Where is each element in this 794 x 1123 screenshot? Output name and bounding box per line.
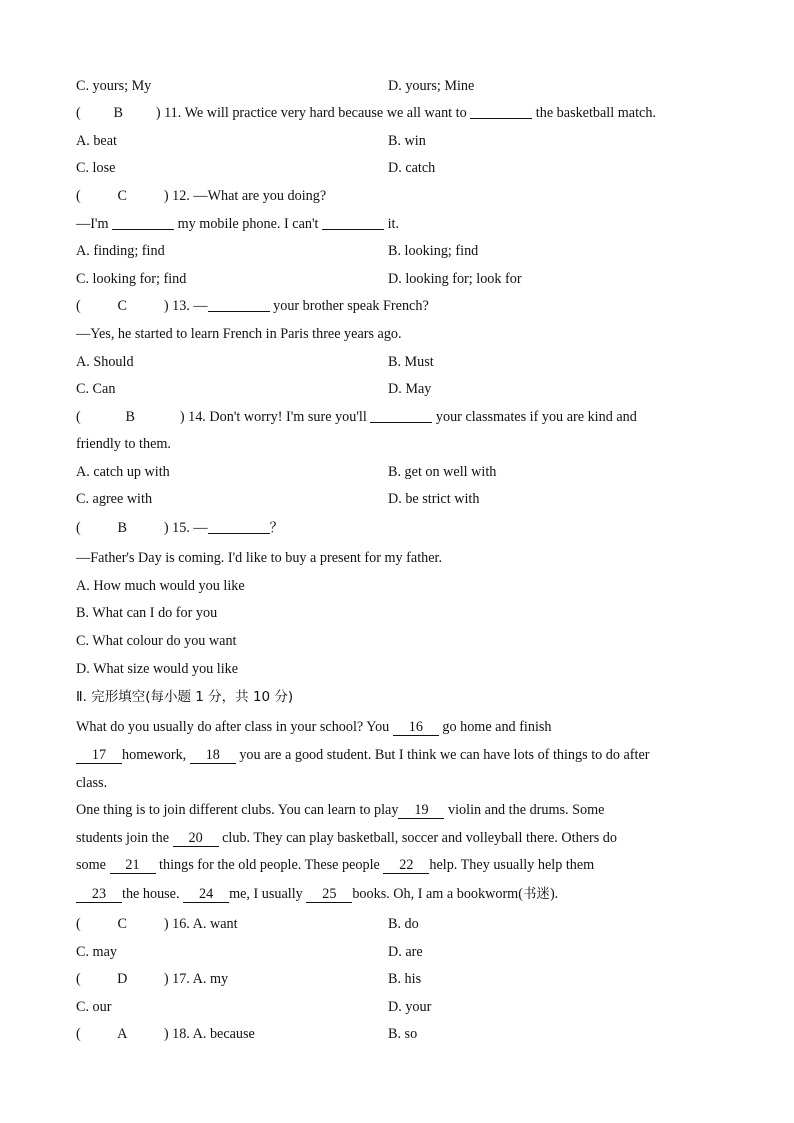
passage-text: What do you usually do after class in your school? You [76,719,390,735]
question-stem: 13. — [172,298,208,314]
passage-line [76,855,717,875]
answer-blank [112,215,174,230]
answer: A [117,1026,128,1042]
option-row [76,352,717,372]
paren-open: ( [76,298,81,314]
paren-open: ( [76,971,81,987]
passage-text: One thing is to join different clubs. You can learn to play [76,802,399,818]
passage-text: students join the [76,830,170,846]
blank-23: 23 [76,886,122,903]
question-stem: 15. — [172,520,208,536]
question-stem-end: the basketball match. [535,105,656,121]
option-row [76,76,717,96]
question-15 [76,518,717,538]
passage-line [76,800,717,820]
option-d: D. be strict with [388,491,480,507]
option-a: A. finding; find [76,243,165,259]
option-c: C. may [76,944,117,960]
question-stem: 12. —What are you doing? [172,188,327,204]
passage-text: homework, [122,747,187,763]
option-d: D. May [388,381,432,397]
dialogue-line [76,214,717,234]
blank-16: 16 [393,719,439,736]
blank-25: 25 [306,886,352,903]
answer: C [117,298,128,314]
option-d: D. your [388,999,432,1015]
option-c: C. agree with [76,491,153,507]
option-row [76,489,717,509]
blank-18: 18 [190,747,236,764]
answer-blank [370,408,432,423]
answer-blank [322,215,384,230]
passage-text-cn: 书迷 [522,886,550,902]
option-row [76,158,717,178]
option-row [76,241,717,261]
option-b: B. do [388,916,419,932]
option-b: B. get on well with [388,464,497,480]
blank-24: 24 [183,886,229,903]
paren-open: ( [76,916,81,932]
question-18 [76,1024,717,1044]
answer: B [117,520,128,536]
option-a: A. Should [76,354,134,370]
passage-text: you are a good student. But I think we can have lots of things to do after [239,747,650,763]
answer-blank [470,104,532,119]
answer: B [125,409,136,425]
option-d: D. looking for; look for [388,271,522,287]
passage-text: things for the old people. These people [159,857,380,873]
option-c: C. looking for; find [76,271,187,287]
option-a: A. How much would you like [76,578,245,594]
paren-close: ) [163,520,169,536]
option-d: D. catch [388,160,436,176]
option-b: B. What can I do for you [76,605,218,621]
option-c: C. our [76,999,112,1015]
paren-close: ) [163,188,169,204]
option-a: A. catch up with [76,464,170,480]
question-continuation: friendly to them. [76,436,171,452]
question-stem: 14. Don't worry! I'm sure you'll [188,409,367,425]
question-17 [76,969,717,989]
passage-text: help. They usually help them [429,857,595,873]
question-16 [76,914,717,934]
passage-text: books. Oh, I am a bookworm( [352,886,523,902]
option-d: D. yours; Mine [388,78,475,94]
question-mark: ？ [269,520,284,536]
question-11 [76,103,717,123]
option-c: C. lose [76,160,116,176]
answer: C [117,188,128,204]
paren-open: ( [76,409,81,425]
option-c: C. Can [76,381,116,397]
question-stem-end: your brother speak French? [273,298,429,314]
passage-line [76,745,717,765]
dialogue-text: it. [387,216,399,232]
paren-open: ( [76,1026,81,1042]
question-14 [76,407,717,427]
question-13 [76,296,717,316]
answer-blank [208,519,270,534]
option-b: B. so [388,1026,418,1042]
dialogue-text: my mobile phone. I can't [177,216,319,232]
blank-20: 20 [173,830,219,847]
passage-text: go home and finish [442,719,552,735]
option-b: B. his [388,971,422,987]
option-row [76,269,717,289]
option-b: B. looking; find [388,243,479,259]
passage-text: club. They can play basketball, soccer and volleyball there. Others do [222,830,617,846]
paren-open: ( [76,520,81,536]
answer: C [117,916,128,932]
paren-close: ) [163,298,169,314]
option-row [76,379,717,399]
passage-text: the house. [122,886,180,902]
paren-close: ) [163,1026,169,1042]
option-a: 16. A. want [172,916,238,932]
paren-open: ( [76,105,81,121]
option-c: C. yours; My [76,78,152,94]
option-row [76,462,717,482]
option-a: 18. A. because [172,1026,255,1042]
option-row [76,131,717,151]
passage-text: some [76,857,106,873]
option-a: 17. A. my [172,971,229,987]
passage-text: ). [549,886,559,902]
passage-text: violin and the drums. Some [448,802,605,818]
option-b: B. Must [388,354,434,370]
option-row [76,997,717,1017]
answer: B [113,105,124,121]
paren-close: ) [163,916,169,932]
dialogue-line: —Yes, he started to learn French in Paris three years ago. [76,326,402,342]
option-a: A. beat [76,133,117,149]
answer-blank [208,297,270,312]
answer: D [117,971,128,987]
option-c: C. What colour do you want [76,633,237,649]
question-stem: 11. We will practice very hard because we all want to [164,105,467,121]
paren-close: ) [163,971,169,987]
option-d: D. What size would you like [76,661,239,677]
blank-17: 17 [76,747,122,764]
dialogue-line: —Father's Day is coming. I'd like to buy a present for my father. [76,550,443,566]
passage-line [76,717,717,737]
question-stem-end: your classmates if you are kind and [435,409,637,425]
passage-line: class. [76,775,108,791]
blank-22: 22 [383,857,429,874]
passage-text: me, I usually [229,886,303,902]
paren-close: ) [179,409,185,425]
option-d: D. are [388,944,423,960]
passage-line [76,828,717,848]
blank-19: 19 [398,802,444,819]
paren-open: ( [76,188,81,204]
passage-line [76,884,717,904]
paren-close: ) [155,105,161,121]
question-12 [76,186,717,206]
section-title: Ⅱ. 完形填空(每小题 1 分，共 10 分) [76,689,294,705]
option-b: B. win [388,133,426,149]
option-row [76,942,717,962]
dialogue-text: —I'm [76,216,109,232]
blank-21: 21 [110,857,156,874]
